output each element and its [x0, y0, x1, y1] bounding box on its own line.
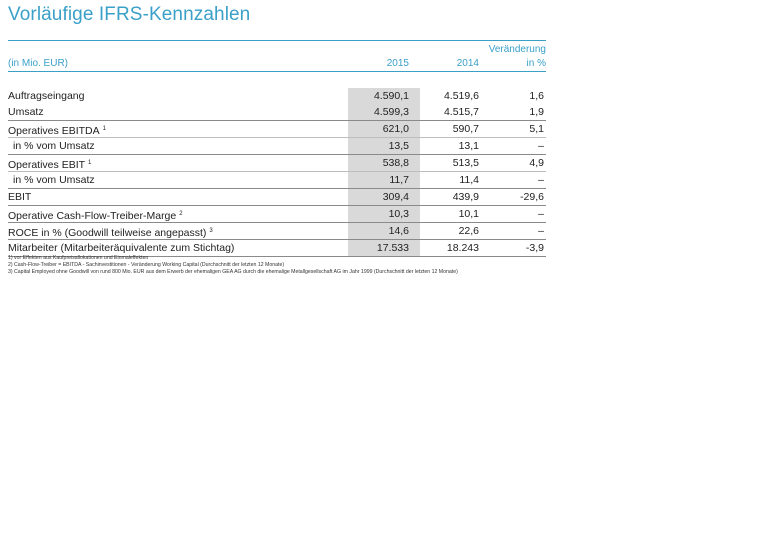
footnote-marker: 3 [209, 228, 213, 234]
row-label-wrap [8, 121, 106, 139]
value-2014: 22,6 [458, 225, 479, 237]
header-rule [8, 71, 546, 72]
row-label: in % vom Umsatz [13, 174, 95, 186]
footnote-2: 2) Cash-Flow-Treiber = EBITDA - Sachinvestitionen - Veränderung Working Capital (Durchschnitt der letzten 12 Monate) [8, 262, 285, 268]
kpi-table [8, 40, 546, 257]
value-2015: 4.590,1 [373, 90, 409, 102]
table-row [8, 88, 546, 104]
footnote-3: 3) Capital Employed ohne Goodwill von rund 800 Mio. EUR aus dem Erwerb der ehemaligen GEA AG durch die ehemalige Metallgesellschaft AG im Jahr 1999 (Durchschnitt der letzten 12 Monate) [8, 269, 458, 275]
value-change: – [538, 208, 544, 220]
value-2014: 590,7 [452, 123, 479, 135]
row-label: Operatives EBITDA [8, 125, 100, 137]
value-2015: 10,3 [388, 208, 409, 220]
row-label: Operative Cash-Flow-Treiber-Marge [8, 210, 177, 222]
row-label: EBIT [8, 191, 32, 203]
table-row [8, 155, 546, 172]
value-2015: 14,6 [388, 225, 409, 237]
value-2015: 13,5 [388, 140, 409, 152]
row-label: Umsatz [8, 106, 44, 118]
value-2014: 11,4 [459, 174, 479, 186]
value-change: 1,6 [529, 90, 544, 102]
table-row [8, 104, 546, 121]
footnote-1: 1) vor Effekten aus Kaufpreisallokationen und Einmaleffekten [8, 255, 149, 261]
footnotes [8, 255, 458, 276]
table-row [8, 121, 546, 138]
value-2014: 10,1 [458, 208, 479, 220]
column-header-2014: 2014 [456, 58, 479, 69]
table-row [8, 206, 546, 223]
value-2014: 513,5 [452, 157, 479, 169]
value-change: -29,6 [520, 191, 544, 203]
value-2015: 4.599,3 [373, 106, 409, 118]
table-row [8, 172, 546, 189]
table-header [8, 41, 546, 71]
row-label-wrap [8, 155, 91, 173]
table-row [8, 138, 546, 155]
footnote-marker: 1 [88, 160, 92, 166]
row-label-wrap [8, 206, 183, 224]
value-2014: 18.243 [446, 242, 479, 254]
value-2014: 4.515,7 [443, 106, 479, 118]
footnote-marker: 1 [102, 126, 106, 132]
value-2014: 4.519,6 [443, 90, 479, 102]
value-2014: 439,9 [452, 191, 479, 203]
table-row [8, 189, 546, 206]
value-change: – [538, 225, 544, 237]
value-2015: 17.533 [376, 242, 409, 254]
footnote-marker: 2 [179, 211, 183, 217]
value-2015: 621,0 [382, 123, 409, 135]
value-2015: 11,7 [389, 174, 409, 186]
row-label: in % vom Umsatz [13, 140, 95, 152]
value-change: – [538, 174, 544, 186]
value-2015: 309,4 [382, 191, 409, 203]
page-title: Vorläufige IFRS-Kennzahlen [8, 4, 251, 25]
column-header-change-line2: in % [526, 58, 546, 69]
table-body [8, 88, 546, 257]
unit-label: (in Mio. EUR) [8, 58, 69, 69]
value-2015: 538,8 [382, 157, 409, 169]
row-label: Auftragseingang [8, 90, 85, 102]
table-row [8, 223, 546, 240]
row-label: ROCE in % (Goodwill teilweise angepasst) [8, 227, 207, 239]
column-header-2015: 2015 [386, 58, 409, 69]
value-change: 1,9 [529, 106, 544, 118]
value-change: 5,1 [529, 123, 544, 135]
value-change: – [538, 140, 544, 152]
value-change: -3,9 [525, 242, 544, 254]
row-label-wrap [8, 223, 213, 241]
column-header-change-line1: Veränderung [488, 44, 546, 55]
row-label: Operatives EBIT [8, 159, 86, 171]
value-2014: 13,1 [458, 140, 479, 152]
value-change: 4,9 [529, 157, 544, 169]
row-label: Mitarbeiter (Mitarbeiteräquivalente zum Stichtag) [8, 242, 235, 254]
